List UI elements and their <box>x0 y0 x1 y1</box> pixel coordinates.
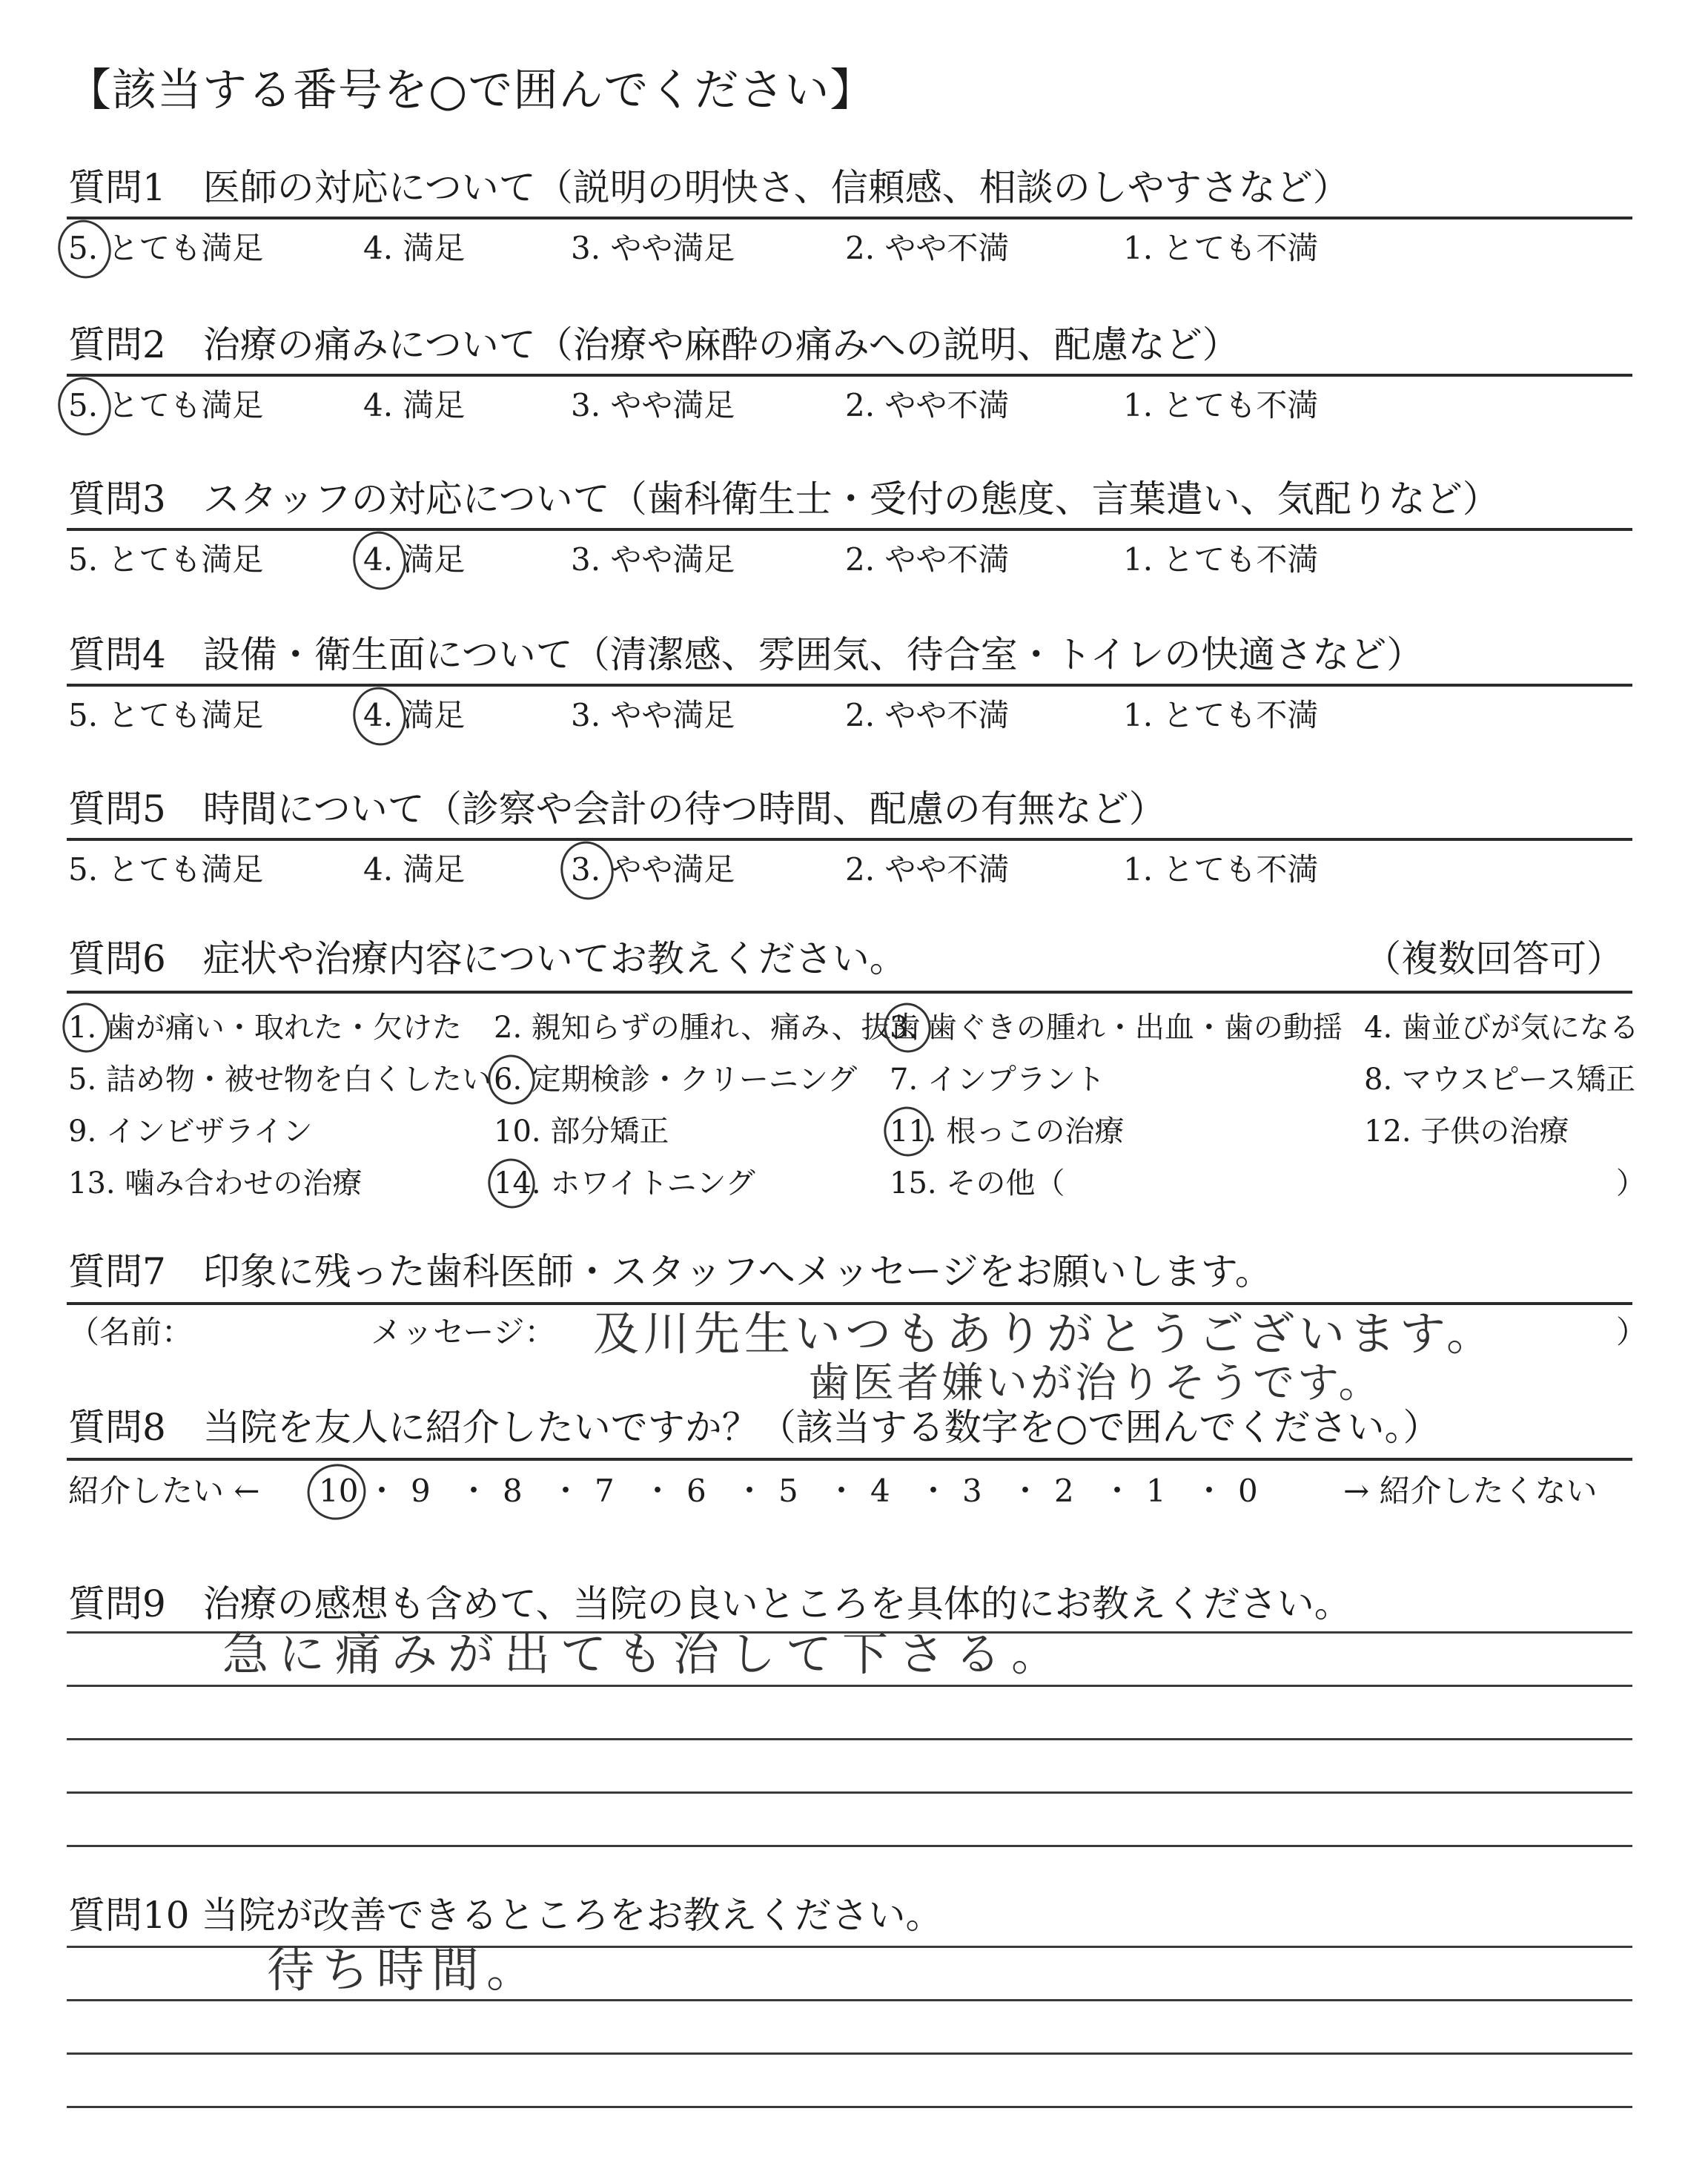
q8-number-4[interactable]: 4 <box>870 1473 890 1509</box>
q5-option-4[interactable]: 4. 満足 <box>363 851 466 888</box>
q1-rule <box>67 217 1632 219</box>
q6-option-15[interactable]: 15. その他（ <box>890 1166 1065 1200</box>
q3-option-2[interactable]: 2. やや不満 <box>845 541 1010 578</box>
q8-number-10[interactable]: 10 <box>319 1473 359 1509</box>
q6-option-7[interactable]: 7. インプラント <box>890 1063 1105 1097</box>
q8-left-label: 紹介したい ← <box>68 1473 260 1509</box>
q8-separator-dot: ・ <box>918 1473 950 1509</box>
q6-multi-note: （複数回答可） <box>1364 937 1623 980</box>
q6-option-1[interactable]: 1. 歯が痛い・取れた・欠けた <box>68 1011 462 1045</box>
q10-title: 質問10 当院が改善できるところをお教えください。 <box>68 1894 943 1937</box>
q9-answer[interactable]: 急に痛みが出ても治して下さる。 <box>222 1627 1068 1681</box>
q9-line-5 <box>67 1845 1632 1847</box>
q5-option-5[interactable]: 5. とても満足 <box>68 851 264 888</box>
q3-rule <box>67 528 1632 531</box>
q9-line-2 <box>67 1685 1632 1687</box>
q5-option-2[interactable]: 2. やや不満 <box>845 851 1010 888</box>
q5-option-1[interactable]: 1. とても不満 <box>1123 851 1319 888</box>
q5-rule <box>67 838 1632 841</box>
q9-title: 質問9 治療の感想も含めて、当院の良いところを具体的にお教えください。 <box>68 1582 1351 1625</box>
q8-number-0[interactable]: 0 <box>1238 1473 1258 1509</box>
q1-option-5[interactable]: 5. とても満足 <box>68 230 264 266</box>
q8-right-label: → 紹介したくない <box>1343 1473 1598 1509</box>
q6-option-6[interactable]: 6. 定期検診・クリーニング <box>494 1063 858 1097</box>
q2-option-3[interactable]: 3. やや満足 <box>571 387 735 423</box>
q5-option-3[interactable]: 3. やや満足 <box>571 851 735 888</box>
q2-option-1[interactable]: 1. とても不満 <box>1123 387 1319 423</box>
q8-separator-dot: ・ <box>550 1473 582 1509</box>
q7-rule <box>67 1302 1632 1305</box>
q1-option-1[interactable]: 1. とても不満 <box>1123 230 1319 266</box>
q10-answer[interactable]: 待ち時間。 <box>267 1943 541 1998</box>
q2-title: 質問2 治療の痛みについて（治療や麻酔の痛みへの説明、配慮など） <box>68 323 1239 366</box>
q7-message-line2[interactable]: 歯医者嫌いが治りそうです。 <box>808 1359 1383 1407</box>
q9-line-3 <box>67 1738 1632 1740</box>
q8-separator-dot: ・ <box>366 1473 398 1509</box>
q8-separator-dot: ・ <box>734 1473 766 1509</box>
q3-option-3[interactable]: 3. やや満足 <box>571 541 735 578</box>
page-title: 【該当する番号を○で囲んでください】 <box>67 65 875 116</box>
q7-title: 質問7 印象に残った歯科医師・スタッフへメッセージをお願いします。 <box>68 1250 1272 1293</box>
q8-separator-dot: ・ <box>1102 1473 1133 1509</box>
q10-line-4 <box>67 2106 1632 2108</box>
q2-option-4[interactable]: 4. 満足 <box>363 387 466 423</box>
q8-separator-dot: ・ <box>458 1473 490 1509</box>
q8-number-7[interactable]: 7 <box>595 1473 615 1509</box>
q3-option-4[interactable]: 4. 満足 <box>363 541 466 578</box>
q6-option-9[interactable]: 9. インビザライン <box>68 1114 313 1149</box>
q10-line-3 <box>67 2052 1632 2055</box>
q1-option-3[interactable]: 3. やや満足 <box>571 230 735 266</box>
q7-close-paren: ） <box>1616 1314 1648 1350</box>
q2-option-5[interactable]: 5. とても満足 <box>68 387 264 423</box>
q8-number-2[interactable]: 2 <box>1054 1473 1074 1509</box>
q6-option-8[interactable]: 8. マウスピース矯正 <box>1364 1063 1636 1097</box>
q8-number-9[interactable]: 9 <box>411 1473 431 1509</box>
q4-option-2[interactable]: 2. やや不満 <box>845 697 1010 733</box>
q4-option-4[interactable]: 4. 満足 <box>363 697 466 733</box>
q4-option-1[interactable]: 1. とても不満 <box>1123 697 1319 733</box>
q8-separator-dot: ・ <box>826 1473 858 1509</box>
q6-option-10[interactable]: 10. 部分矯正 <box>494 1114 669 1149</box>
q7-name-label: （名前： <box>68 1314 193 1350</box>
q1-option-2[interactable]: 2. やや不満 <box>845 230 1010 266</box>
q8-number-3[interactable]: 3 <box>962 1473 982 1509</box>
q4-option-3[interactable]: 3. やや満足 <box>571 697 735 733</box>
q6-option-3[interactable]: 3. 歯ぐきの腫れ・出血・歯の動揺 <box>890 1011 1343 1045</box>
q8-number-6[interactable]: 6 <box>686 1473 706 1509</box>
q8-number-1[interactable]: 1 <box>1146 1473 1166 1509</box>
q5-title: 質問5 時間について（診察や会計の待つ時間、配慮の有無など） <box>68 787 1166 830</box>
q6-other-close-paren: ） <box>1616 1166 1646 1200</box>
q4-title: 質問4 設備・衛生面について（清潔感、雰囲気、待合室・トイレの快適さなど） <box>68 633 1424 676</box>
q2-rule <box>67 374 1632 377</box>
q3-title: 質問3 スタッフの対応について（歯科衛生士・受付の態度、言葉遣い、気配りなど） <box>68 478 1500 521</box>
q6-rule <box>67 991 1632 994</box>
q6-option-14[interactable]: 14. ホワイトニング <box>494 1166 755 1200</box>
q8-separator-dot: ・ <box>1010 1473 1042 1509</box>
q1-title: 質問1 医師の対応について（説明の明快さ、信頼感、相談のしやすさなど） <box>68 166 1350 209</box>
q4-rule <box>67 684 1632 687</box>
q6-option-11[interactable]: 11. 根っこの治療 <box>890 1114 1125 1149</box>
q6-option-5[interactable]: 5. 詰め物・被せ物を白くしたい <box>68 1063 491 1097</box>
q6-title: 質問6 症状や治療内容についてお教えください。 <box>68 937 907 980</box>
q8-rule <box>67 1458 1632 1461</box>
q9-line-4 <box>67 1791 1632 1794</box>
q6-option-4[interactable]: 4. 歯並びが気になる <box>1364 1011 1639 1045</box>
q7-message-line1[interactable]: 及川先生いつもありがとうございます。 <box>593 1307 1497 1361</box>
q7-message-label: メッセージ： <box>371 1314 556 1350</box>
q6-option-13[interactable]: 13. 噛み合わせの治療 <box>68 1166 363 1200</box>
q8-title: 質問8 当院を友人に紹介したいですか？（該当する数字を○で囲んでください。） <box>68 1406 1440 1449</box>
q10-line-2 <box>67 1999 1632 2001</box>
q8-separator-dot: ・ <box>642 1473 674 1509</box>
q8-number-8[interactable]: 8 <box>503 1473 523 1509</box>
q3-option-1[interactable]: 1. とても不満 <box>1123 541 1319 578</box>
q8-number-5[interactable]: 5 <box>778 1473 798 1509</box>
q1-option-4[interactable]: 4. 満足 <box>363 230 466 266</box>
q4-option-5[interactable]: 5. とても満足 <box>68 697 264 733</box>
q3-option-5[interactable]: 5. とても満足 <box>68 541 264 578</box>
q6-option-2[interactable]: 2. 親知らずの腫れ、痛み、抜歯 <box>494 1011 921 1045</box>
q6-option-12[interactable]: 12. 子供の治療 <box>1364 1114 1569 1149</box>
q8-separator-dot: ・ <box>1194 1473 1225 1509</box>
q2-option-2[interactable]: 2. やや不満 <box>845 387 1010 423</box>
